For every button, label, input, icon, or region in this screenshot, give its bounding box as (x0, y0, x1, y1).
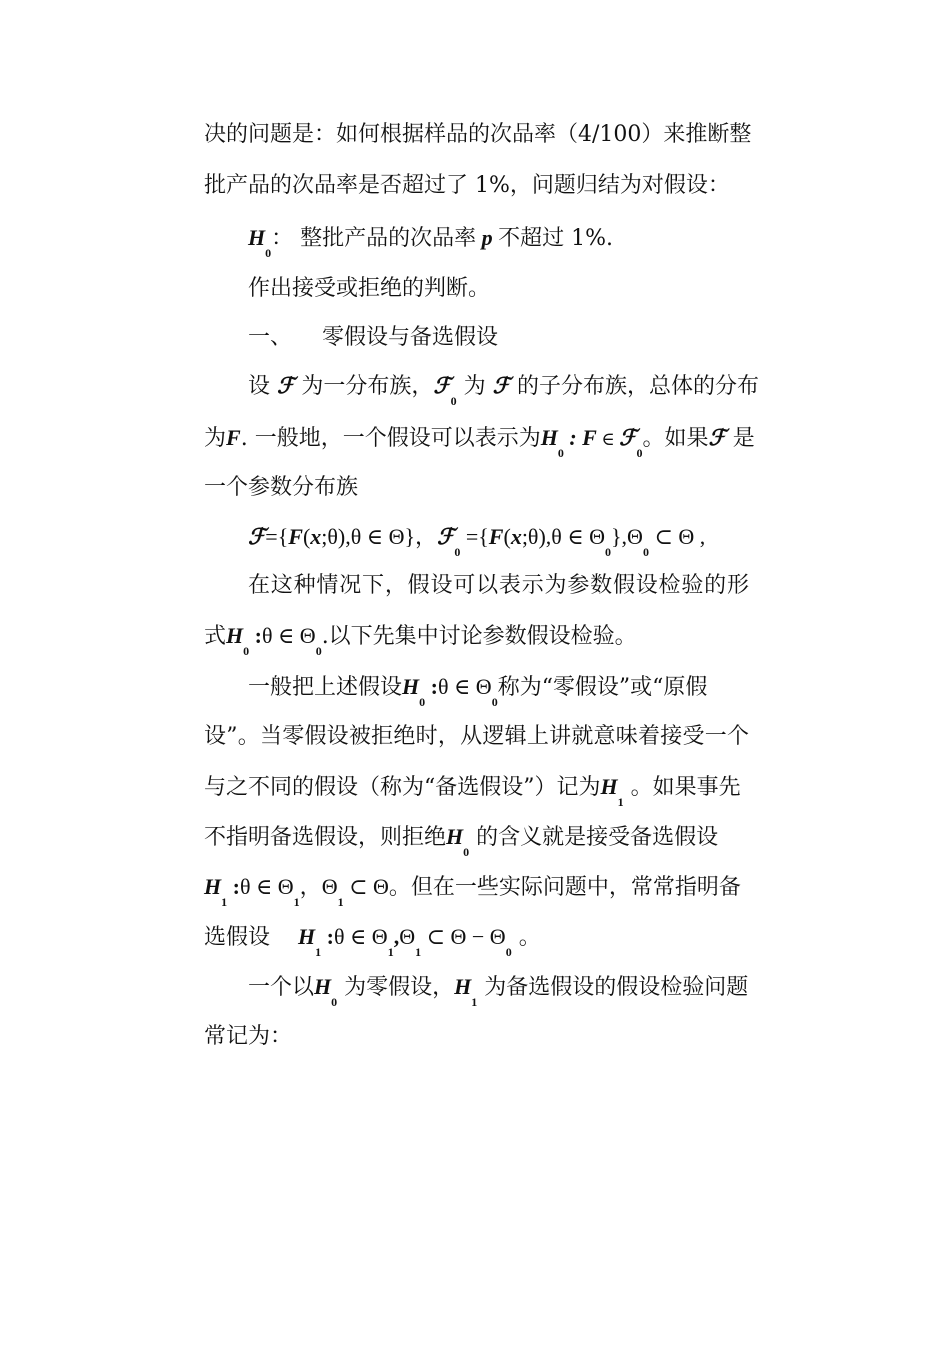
paragraph-line: 常记为： (204, 1024, 293, 1049)
paragraph-line: 不指明备选假设，则拒绝$H_0$ 的含义就是接受备选假设 (204, 824, 719, 859)
paragraph-line: 一般把上述假设$H_0$ :θ ∈ $\Theta_0$称为“零假设”或“原假 (248, 674, 708, 709)
section-heading (248, 324, 749, 352)
paragraph-line: 一个以$H_0$ 为零假设，$H_1$ 为备选假设的假设检验问题 (248, 974, 749, 1009)
paragraph-line: 选假设 $H_1$ :θ ∈ $\Theta_1,\Theta_1$ ⊂ $\Theta - \Theta_0$ 。 (204, 924, 541, 959)
paragraph-line: 一个参数分布族 (204, 475, 359, 500)
paragraph-line: 批产品的次品率是否超过了 1%，问题归结为对假设： (204, 173, 730, 198)
formula-parameter-family: ℱ={F(x;θ),θ ∈ Θ}，ℱ$_0$ ={F(x;θ),θ ∈ $\Theta_0\},\Theta_0$ ⊂ Θ , (248, 524, 706, 559)
paragraph-line: 设 ℱ 为一分布族，ℱ$_0$ 为 ℱ 的子分布族，总体的分布 (248, 373, 759, 408)
paragraph-line: 在这种情况下，假设可以表示为参数假设检验的形 (248, 573, 749, 598)
paragraph-line: 决的问题是：如何根据样品的次品率（4/100）来推断整 (204, 122, 752, 147)
hypothesis-h0-statement: $H_0$： 整批产品的次品率 p 不超过 1%. (248, 225, 614, 260)
paragraph-line: 作出接受或拒绝的判断。 (248, 276, 491, 301)
paragraph-line: 式$H_0$ :θ ∈ $\Theta_0$.以下先集中讨论参数假设检验。 (204, 623, 637, 658)
paragraph-line: 为F. 一般地，一个假设可以表示为$H_0$ : F ∈ ℱ$_0$。如果ℱ 是 (204, 425, 755, 460)
paragraph-line: 与之不同的假设（称为“备选假设”）记为$H_1$ 。如果事先 (204, 774, 741, 809)
paragraph-line: 设”。当零假设被拒绝时，从逻辑上讲就意味着接受一个 (204, 724, 749, 749)
section-title: 零假设与备选假设 (322, 325, 499, 350)
paragraph-line: $H_1$ :θ ∈ $\Theta_1$，$\Theta_1$ ⊂ Θ。但在一些实际问题中，常常指明备 (204, 874, 741, 909)
section-number: 一、 (248, 325, 293, 350)
